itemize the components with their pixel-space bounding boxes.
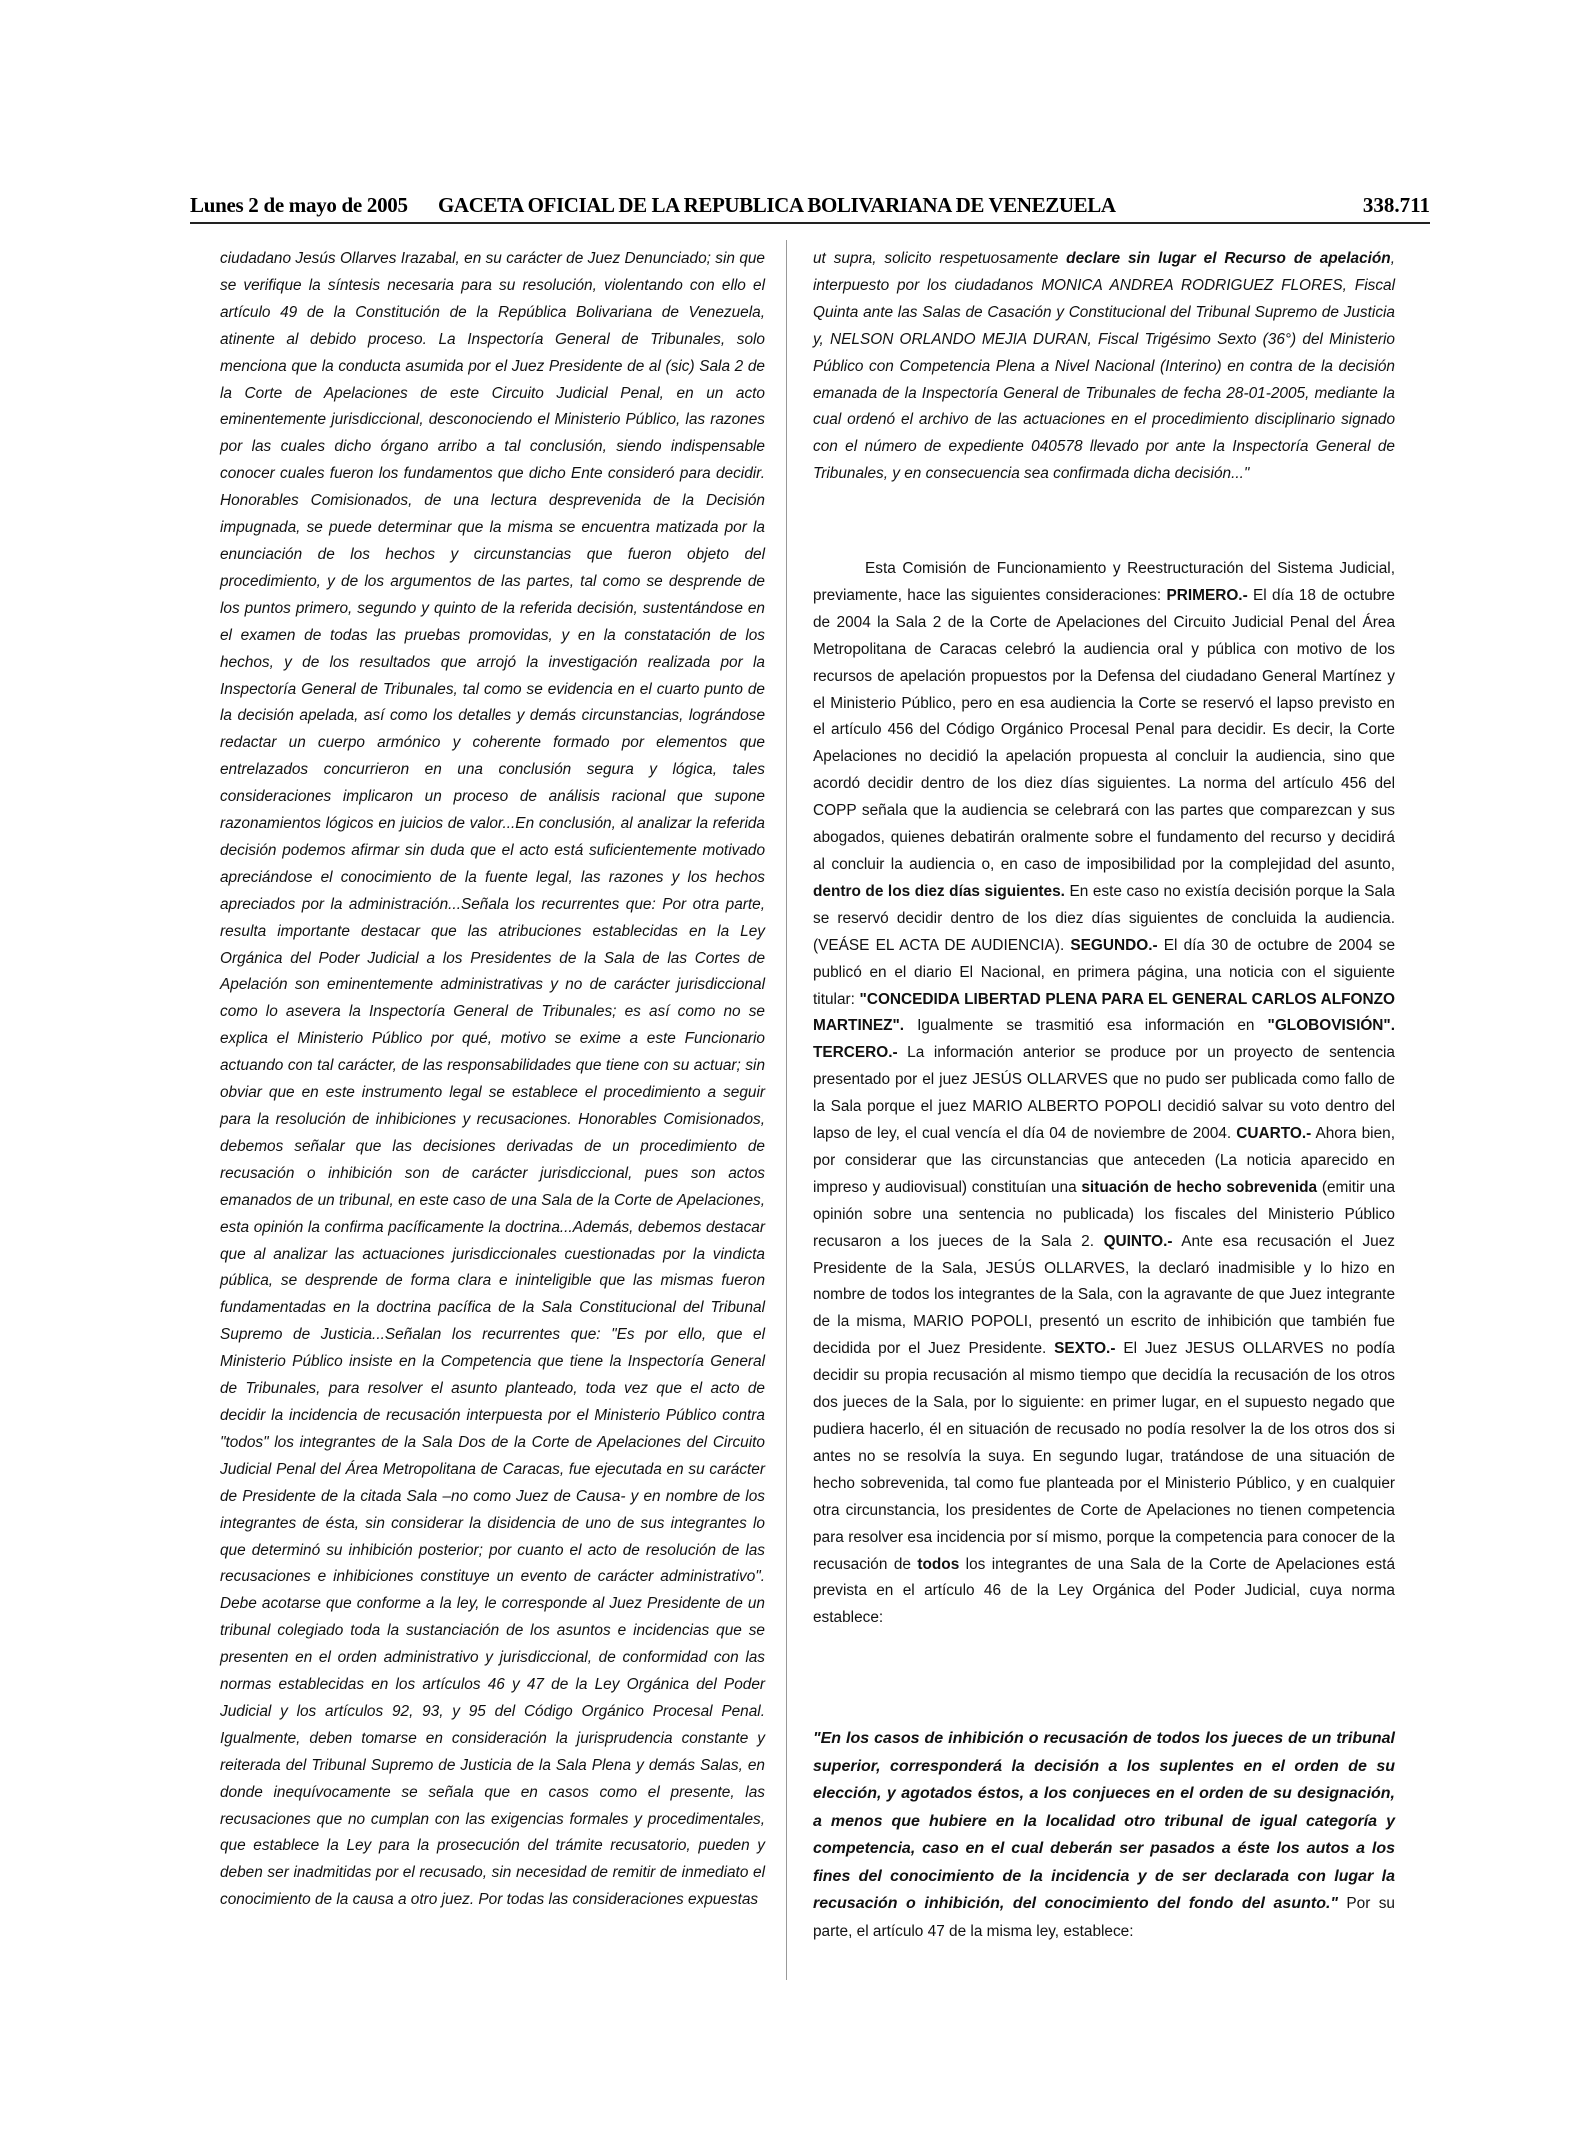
body-s5: Igualmente se trasmitió esa información en: [904, 1017, 1268, 1035]
header-gazette-title: GACETA OFICIAL DE LA REPUBLICA BOLIVARIANA DE VENEZUELA: [438, 193, 1116, 217]
quote-2-paragraph: [813, 1725, 1395, 1945]
body-s2: El día 18 de octubre de 2004 la Sala 2 de la Corte de Apelaciones del Circuito Judicial Penal del Área Metropolitana de Caracas celebró la audiencia oral y pública con motivo de los recursos de apelación propuestos por la Defensa del ciudadano General Martínez y el Ministerio Público, pero en esa audiencia la Corte se reservó el lapso previsto en el artículo 456 del Código Orgánico Procesal Penal para decidir. Es decir, la Corte Apelaciones no decidió la apelación propuesta al concluir la audiencia, sino que acordó decidir dentro de los diez días siguientes. La norma del artículo 456 del COPP señala que la audiencia se celebrará con las partes que comparezcan y sus abogados, quienes debatirán oralmente sobre el fundamento del recurso y decidirá al concluir la audiencia o, en caso de imposibilidad por la complejidad del asunto,: [813, 586, 1395, 873]
body-s1: Esta Comisión de Funcionamiento y Reestructuración del Sistema Judicial, previamente, hace las siguientes consideraciones:: [813, 560, 1395, 604]
body-b5: todos: [917, 1555, 960, 1573]
quote-2-tail: Por su parte, el artículo 47 de la misma ley, establece:: [813, 1895, 1395, 1940]
heading-segundo: SEGUNDO.-: [1070, 936, 1158, 954]
header-date: Lunes 2 de mayo de 2005: [190, 193, 408, 217]
body-b3: "GLOBOVISIÓN".: [1267, 1017, 1395, 1035]
body-s11: los integrantes de una Sala de la Corte de Apelaciones está prevista en el artículo 46 de la Ley Orgánica del Poder Judicial, cuya norma establece:: [813, 1555, 1396, 1627]
right-column-body: [813, 556, 1395, 1632]
body-b4: situación de hecho sobrevenida: [1081, 1178, 1318, 1196]
body-b2: "CONCEDIDA LIBERTAD PLENA PARA EL GENERAL CARLOS ALFONZO MARTINEZ".: [813, 990, 1396, 1035]
left-column: [220, 246, 765, 1914]
quote-1-bold: declare sin lugar el Recurso de apelación: [1066, 250, 1391, 267]
left-column-text: ciudadano Jesús Ollarves Irazabal, en su carácter de Juez Denunciado; sin que se verifique la síntesis necesaria para su resolución, violentando con ello el artículo 49 de la Constitución de la República Bolivariana de Venezuela, atinente al debido proceso. La Inspectoría General de Tribunales, solo menciona que la conducta asumida por el Juez Presidente de al (sic) Sala 2 de la Corte de Apelaciones de este Circuito Judicial Penal, en un acto eminentemente jurisdiccional, desconociendo el Ministerio Público, las razones por las cuales dicho órgano arribo a tal conclusión, siendo indispensable conocer cuales fueron los fundamentos que dicho Ente consideró para decidir. Honorables Comisionados, de una lectura desprevenida de la Decisión impugnada, se puede determinar que la misma se encuentra matizada por la enunciación de los hechos y circunstancias que fueron objeto del procedimiento, y de los argumentos de las partes, tal como se desprende de los puntos primero, segundo y quinto de la referida decisión, sustentándose en el examen de todas las pruebas promovidas, y en la constatación de los hechos, y de los resultados que arrojó la investigación realizada por la Inspectoría General de Tribunales, tal como se evidencia en el cuarto punto de la decisión apelada, así como los detalles y demás circunstancias, lográndose redactar un cuerpo armónico y coherente formado por elementos que entrelazados concurrieron en una conclusión segura y lógica, tales consideraciones implicaron un proceso de análisis racional que supone razonamientos lógicos en juicios de valor...En conclusión, al analizar la referida decisión podemos afirmar sin duda que el acto está suficientemente motivado apreciándose el conocimiento de la fuente legal, las razones y los hechos apreciados por la administración...Señala los recurrentes que: Por otra parte, resulta importante destacar que las atribuciones establecidas en la Ley Orgánica del Poder Judicial a los Presidentes de la Sala de las Cortes de Apelación son eminentemente administrativas y no de carácter jurisdiccional como lo asevera la Inspectoría General de Tribunales; es así como no se explica el Ministerio Público por qué, motivo se exime a este Funcionario actuando con tal carácter, de las responsabilidades que tiene con su actuar; sin obviar que en este instrumento legal se establece el procedimiento a seguir para la resolución de inhibiciones y recusaciones. Honorables Comisionados, debemos señalar que las decisiones derivadas de un procedimiento de recusación o inhibición son de carácter jurisdiccional, pues son actos emanados de un tribunal, en este caso de una Sala de la Corte de Apelaciones, esta opinión la confirma pacíficamente la doctrina...Además, debemos destacar que al analizar las actuaciones jurisdiccionales cuestionadas por la vindicta pública, se desprende de forma clara e ininteligible que las mismas fueron fundamentadas en la doctrina pacífica de la Sala Constitucional del Tribunal Supremo de Justicia...Señalan los recurrentes que: "Es por ello, que el Ministerio Público insiste en la Competencia que tiene la Inspectoría General de Tribunales, para resolver el asunto planteado, toda vez que el acto de decidir la incidencia de recusación interpuesta por el Ministerio Público contra "todos" los integrantes de la Sala Dos de la Corte de Apelaciones del Circuito Judicial Penal del Área Metropolitana de Caracas, fue ejecutada en su carácter de Presidente de la citada Sala –no como Juez de Causa- y en nombre de los integrantes de ésta, sin considerar la disidencia de uno de sus integrantes lo que determinó su inhibición posterior; por cuanto el acto de resolución de las recusaciones e inhibiciones constituye un evento de carácter administrativo". Debe acotarse que conforme a la ley, le corresponde al Juez Presidente de un tribunal colegiado toda la sustanciación de los asuntos e incidencias que se presenten en el orden administrativo y jurisdiccional, de conformidad con las normas establecidas en los artículos 46 y 47 de la Ley Orgánica del Poder Judicial y los artículos 92, 93, y 95 del Código Orgánico Procesal Penal. Igualmente, deben tomarse en consideración la jurisprudencia constante y reiterada del Tribunal Supremo de Justicia de la Sala Plena y demás Salas, en donde inequívocamente se señala que en casos como el presente, las recusaciones que no cumplan con las exigencias formales y procedimentales, que establece la Ley para la prosecución del trámite recusatorio, pueden y deben ser inadmitidas por el recusado, sin necesidad de remitir de inmediato el conocimiento de la causa a otro juez. Por todas las consideraciones expuestas: [220, 250, 765, 1909]
header-page-number: 338.711: [1362, 193, 1430, 217]
heading-quinto: QUINTO.-: [1103, 1232, 1173, 1250]
body-b1: dentro de los diez días siguientes.: [813, 882, 1065, 900]
heading-primero: PRIMERO.-: [1166, 586, 1248, 604]
quote-1-paragraph: [813, 246, 1395, 488]
body-s8: (emitir una opinión sobre una sentencia no publicada) los fiscales del Ministerio Público recusaron a los jueces de la Sala 2.: [813, 1178, 1396, 1250]
body-s7: Ahora bien, por considerar que las circunstancias que anteceden (La noticia aparecido en impreso y audiovisual) constituían una: [813, 1125, 1395, 1196]
body-s9: Ante esa recusación el Juez Presidente de la Sala, JESÚS OLLARVES, la declaró inadmisible y lo hizo en nombre de todos los integrantes de la Sala, con la agravante de que Juez integrante de la misma, MARIO POPOLI, presentó un escrito de inhibición que también fue decidida por el Juez Presidente.: [813, 1232, 1395, 1358]
header-rule: [190, 222, 1430, 224]
body-s10: El Juez JESUS OLLARVES no podía decidir su propia recusación al mismo tiempo que decidía la recusación de los otros dos jueces de la Sala, por lo siguiente: en primer lugar, en el supuesto negado que pudiera hacerlo, él en situación de recusado no podía resolver la de los otros dos si antes no se resolvía la suya. En segundo lugar, tratándose de una situación de hecho sobrevenida, tal como fue planteada por el Ministerio Público, y en cualquier otra circunstancia, los presidentes de Corte de Apelaciones no tienen competencia para resolver esa incidencia por sí mismo, porque la competencia para conocer de la recusación de: [813, 1340, 1395, 1573]
heading-cuarto: CUARTO.-: [1236, 1125, 1312, 1143]
right-column-quote-2: [813, 1725, 1395, 1945]
page-header: [190, 193, 1430, 223]
body-s4: El día 30 de octubre de 2004 se publicó en el diario El Nacional, en primera página, una noticia con el siguiente titular:: [813, 936, 1395, 1008]
body-s6: La información anterior se produce por un proyecto de sentencia presentado por el juez JESÚS OLLARVES que no pudo ser publicada como fallo de la Sala porque el juez MARIO ALBERTO POPOLI decidió salvar su voto dentro del lapso de ley, el cual vencía el día 04 de noviembre de 2004.: [813, 1044, 1395, 1143]
body-s3: En este caso no existía decisión porque la Sala se reservó decidir dentro de los diez días siguientes de concluida la audiencia. (VEÁSE EL ACTA DE AUDIENCIA).: [813, 882, 1395, 954]
right-column-quote-1: [813, 246, 1395, 488]
heading-tercero: TERCERO.-: [813, 1044, 898, 1062]
quote-1-pre: ut supra, solicito respetuosamente: [813, 250, 1067, 267]
column-divider: [786, 240, 787, 1980]
body-paragraph: [813, 556, 1395, 1632]
quote-1-post: , interpuesto por los ciudadanos MONICA ANDREA RODRIGUEZ FLORES, Fiscal Quinta ante las Salas de Casación y Constitucional del Tribunal Supremo de Justicia y, NELSON ORLANDO MEJIA DURAN, Fiscal Trigésimo Sexto (36°) del Ministerio Público con Competencia Plena a Nivel Nacional (Interino) en contra de la decisión emanada de la Inspectoría General de Tribunales de fecha 28-01-2005, mediante la cual ordenó el archivo de las actuaciones en el procedimiento disciplinario signado con el número de expediente 040578 llevado por ante la Inspectoría General de Tribunales, y en consecuencia sea confirmada dicha decisión...": [813, 250, 1395, 483]
heading-sexto: SEXTO.-: [1054, 1340, 1116, 1358]
quote-2-text: "En los casos de inhibición o recusación de todos los jueces de un tribunal superior, corresponderá la decisión a los suplentes en el orden de su elección, y agotados éstos, a los conjueces en el orden de su designación, a menos que hubiere en la localidad otro tribunal de igual categoría y competencia, caso en el cual deberán ser pasados a éste los autos a los fines del conocimiento de la incidencia y de ser declarada con lugar la recusación o inhibición, del conocimiento del fondo del asunto.": [813, 1730, 1395, 1912]
